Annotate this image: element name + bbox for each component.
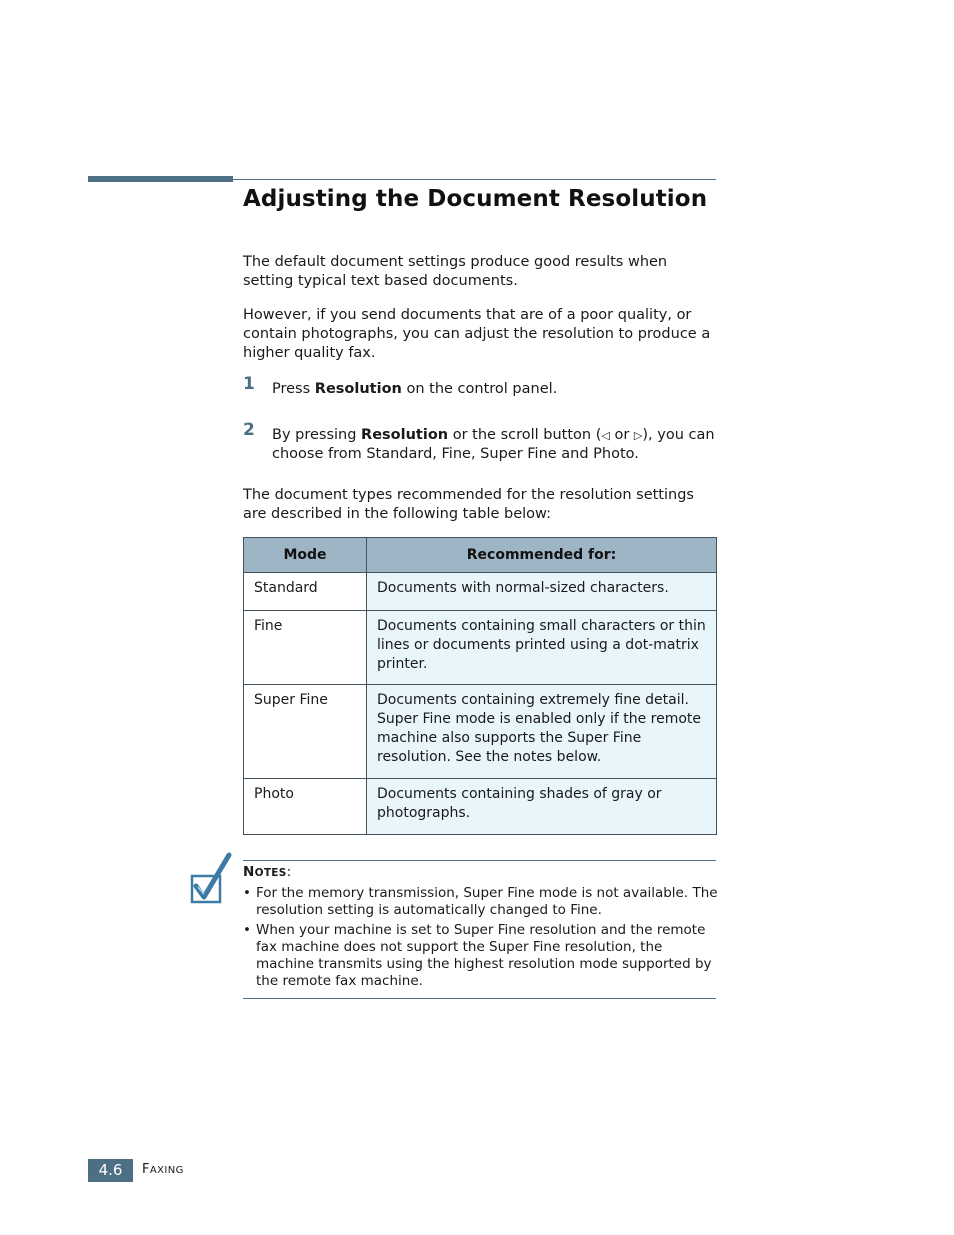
notes-title-rest: OTES [254, 867, 287, 879]
arrow-left-icon: ◁ [601, 429, 610, 442]
step-text-pre: Press [272, 381, 315, 397]
notes-rule-top [243, 860, 716, 861]
step-text-pre: By pressing [272, 427, 362, 443]
table-intro: The document types recommended for the resolution settings are described in the following table below: [243, 487, 694, 522]
arrow-right-icon: ▷ [633, 429, 643, 442]
mode-cell: Photo [244, 779, 367, 835]
intro-paragraph-1: The default document settings produce good results when setting typical text based documents. [243, 254, 668, 289]
step-text-mid: or the scroll button ( [448, 427, 602, 443]
checkmark-notepad-icon [189, 852, 233, 906]
section-rule-thick [88, 176, 233, 182]
step-number: 1 [243, 374, 255, 394]
table-row [244, 685, 717, 779]
mode-cell: Fine [244, 611, 367, 685]
bullet: • [243, 885, 251, 901]
step-text-post: ), you can choose from Standard, Fine, Super Fine and Photo. [272, 427, 715, 462]
note-text: For the memory transmission, Super Fine mode is not available. The resolution setting is automatically changed to Fine. [256, 885, 718, 918]
table-row [244, 573, 717, 611]
desc-cell: Documents containing shades of gray or photographs. [367, 779, 717, 835]
notes-rule-bottom [243, 998, 716, 999]
table-row [244, 779, 717, 835]
step-bold-label: Resolution [361, 427, 449, 443]
column-header-recommended: Recommended for: [367, 538, 717, 573]
column-header-mode: Mode [244, 538, 367, 573]
list-item [243, 885, 718, 919]
desc-cell: Documents with normal-sized characters. [367, 573, 717, 611]
step-text-post: on the control panel. [401, 381, 558, 397]
step-text-or: or [609, 427, 634, 443]
desc-cell: Documents containing small characters or thin lines or documents printed using a dot-matrix printer. [367, 611, 717, 685]
chapter-initial: F [142, 1162, 150, 1177]
table-header-row [244, 538, 717, 573]
bullet: • [243, 922, 251, 938]
step-number: 2 [243, 420, 255, 440]
notes-title-colon: : [286, 864, 292, 880]
page-number: 4.6 [88, 1159, 133, 1182]
step-text [272, 380, 718, 399]
mode-cell: Super Fine [244, 685, 367, 779]
list-item [243, 922, 718, 990]
section-title: Adjusting the Document Resolution [243, 186, 708, 212]
table-row [244, 611, 717, 685]
desc-cell: Documents containing extremely fine detail. Super Fine mode is enabled only if the remote machine also supports the Super Fine resolution. See the notes below. [367, 685, 717, 779]
notes-list [243, 885, 718, 993]
note-text: When your machine is set to Super Fine resolution and the remote fax machine does not support the Super Fine resolution, the machine transmits using the highest resolution mode supported by the remote fax machine. [256, 922, 712, 989]
step-text [272, 426, 718, 464]
notes-title [243, 864, 292, 880]
step-bold-label: Resolution [314, 381, 402, 397]
notes-title-initial: N [243, 864, 255, 880]
intro-paragraph-2: However, if you send documents that are of a poor quality, or contain photographs, you can adjust the resolution to produce a higher quality fax. [243, 307, 711, 361]
chapter-rest: AXING [149, 1165, 184, 1176]
resolution-table [243, 537, 717, 835]
section-rule-thin [233, 179, 716, 180]
mode-cell: Standard [244, 573, 367, 611]
chapter-name [142, 1162, 184, 1177]
